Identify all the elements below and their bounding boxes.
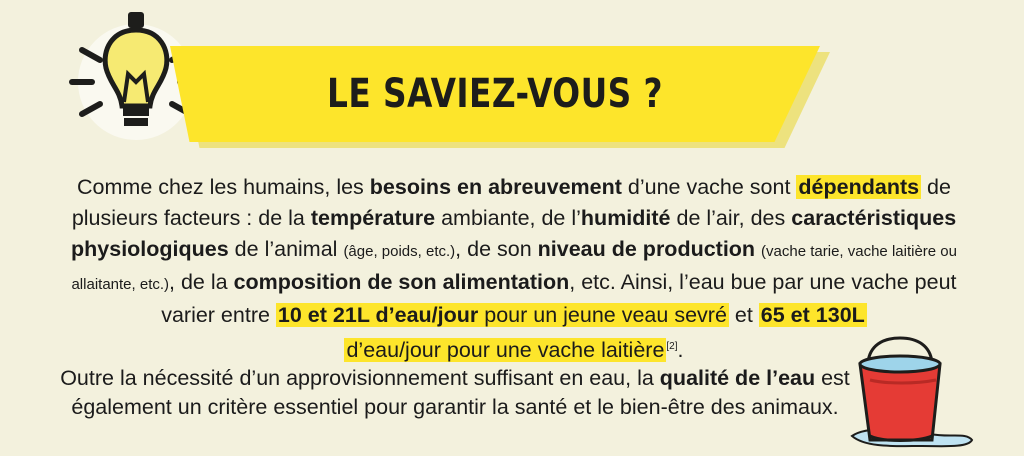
text: ambiante, de l’ — [435, 206, 581, 230]
bold-text: caractéristiques physiologiques — [71, 206, 957, 261]
small-text: (âge, poids, etc.) — [343, 243, 456, 260]
small-text: (vache tarie, vache laitière ou allaitante, etc.) — [71, 243, 957, 293]
text: . — [677, 338, 684, 363]
bold-text: composition de son alimentation — [233, 270, 570, 294]
text: Outre la nécessité d’un approvisionnement suffisant en eau, la — [60, 366, 660, 390]
text: , de la — [169, 270, 234, 294]
text: , etc. Ainsi, l’eau bue par une vache peut varier entre — [161, 270, 957, 327]
text: , de son — [455, 237, 538, 261]
text: et — [728, 303, 759, 327]
bold-text: qualité de l’eau — [659, 366, 816, 390]
text: est également un critère essentiel pour garantir la santé et le bien-être des animaux. — [71, 366, 850, 419]
bucket-icon — [846, 336, 976, 451]
bold-text: besoins en abreuvement — [369, 175, 622, 199]
text: de l’air, des — [670, 206, 792, 230]
text: Comme chez les humains, les — [77, 175, 370, 199]
highlight-bold: 10 et 21L d’eau/jour — [277, 303, 479, 327]
text: d’une vache sont — [621, 175, 797, 199]
paragraph-2 — [30, 364, 880, 422]
highlight-text: d’eau/jour pour une vache laitière — [346, 338, 665, 363]
highlight-text: dépendants — [798, 175, 920, 199]
paragraph-1 — [44, 172, 984, 366]
page-title: LE SAVIEZ-VOUS ? — [327, 71, 663, 117]
bold-text: humidité — [580, 206, 671, 230]
bold-text: niveau de production — [537, 237, 756, 261]
highlight-rest: pour un jeune veau sevré — [478, 303, 727, 327]
highlight-text — [276, 303, 729, 327]
text: de plusieurs facteurs : de la — [71, 175, 951, 230]
reference: [2] — [666, 341, 678, 352]
text: de l’animal — [228, 237, 344, 261]
bold-text: température — [310, 206, 436, 230]
highlight-text: 65 et 130L — [760, 303, 865, 327]
